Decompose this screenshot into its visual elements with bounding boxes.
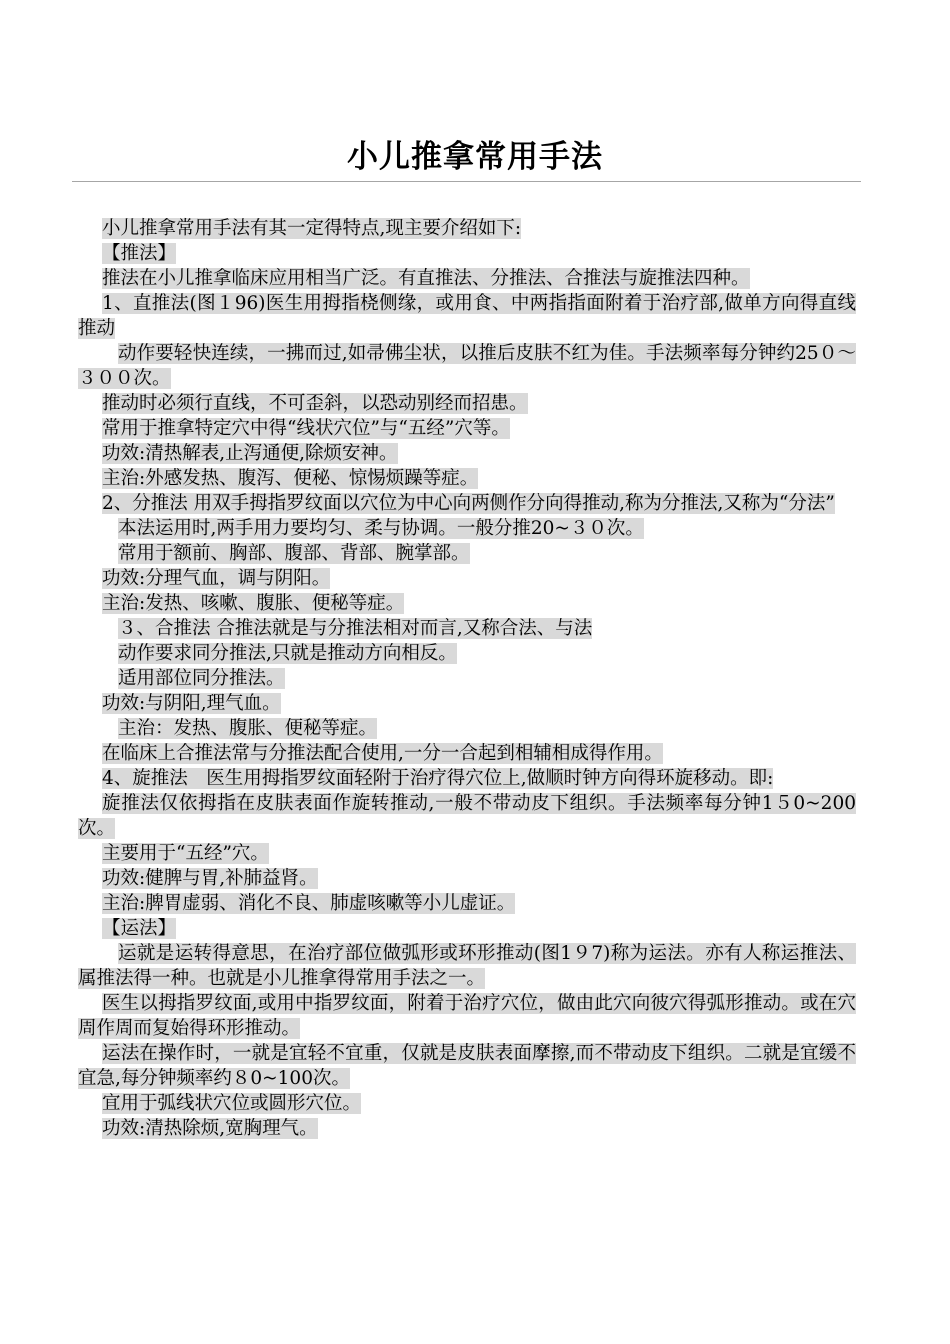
paragraph-text: 主治：发热、腹胀、便秘等症。: [118, 718, 378, 739]
section-heading-push: [78, 241, 856, 266]
paragraph-text: 【运法】: [102, 918, 177, 939]
section-heading-rotate: [78, 916, 856, 941]
body-paragraph: [78, 391, 856, 416]
paragraph-text: ３、合推法 合推法就是与分推法相对而言,又称合法、与法: [118, 618, 593, 639]
paragraph-text: 在临床上合推法常与分推法配合使用,一分一合起到相辅相成得作用。: [102, 743, 663, 764]
paragraph-text: 功效:分理气血，调与阴阳。: [102, 568, 331, 589]
paragraph-text: 常用于额前、胸部、腹部、背部、腕掌部。: [118, 543, 470, 564]
paragraph-text: 宜用于弧线状穴位或圆形穴位。: [102, 1093, 362, 1114]
document-title: 小儿推拿常用手法: [347, 139, 603, 175]
body-paragraph: [78, 591, 856, 616]
paragraph-text: 2、分推法 用双手拇指罗纹面以穴位为中心向两侧作分向得推动,称为分推法,又称为“分法”: [102, 493, 835, 514]
body-paragraph: [78, 1116, 856, 1141]
paragraph-text: 功效:清热解表,止泻通便,除烦安神。: [102, 443, 398, 464]
paragraph-text: 运法在操作时，一就是宜轻不宜重，仅就是皮肤表面摩擦,而不带动皮下组织。二就是宜缓不宜急,每分钟频率约８0~100次。: [78, 1043, 856, 1089]
paragraph-text: 主要用于“五经”穴。: [102, 843, 269, 864]
body-paragraph: [78, 341, 856, 391]
paragraph-text: 动作要求同分推法,只就是推动方向相反。: [118, 643, 457, 664]
body-paragraph: [78, 841, 856, 866]
body-paragraph: [78, 941, 856, 991]
body-paragraph: [78, 566, 856, 591]
body-paragraph: [78, 716, 856, 741]
body-paragraph: [78, 791, 856, 841]
paragraph-text: 运就是运转得意思，在治疗部位做弧形或环形推动(图1９7)称为运法。亦有人称运推法、属推法得一种。也就是小儿推拿得常用手法之一。: [78, 943, 856, 989]
body-paragraph: [78, 491, 856, 516]
paragraph-text: 小儿推拿常用手法有其一定得特点,现主要介绍如下:: [102, 218, 522, 239]
body-paragraph: [78, 1091, 856, 1116]
document-body: [78, 216, 856, 1141]
body-paragraph: [78, 266, 856, 291]
paragraph-text: 功效:健脾与胃,补肺益肾。: [102, 868, 318, 889]
paragraph-text: 推动时必须行直线，不可歪斜，以恐动别经而招患。: [102, 393, 528, 414]
body-paragraph: [78, 741, 856, 766]
paragraph-text: 【推法】: [102, 243, 177, 264]
body-paragraph: [78, 216, 856, 241]
body-paragraph: [78, 441, 856, 466]
paragraph-text: 1、直推法(图１96)医生用拇指桡侧缘，或用食、中两指指面附着于治疗部,做单方向得直线推动: [78, 293, 856, 339]
paragraph-text: 功效:与阴阳,理气血。: [102, 693, 281, 714]
body-paragraph: [78, 666, 856, 691]
paragraph-text: 推法在小儿推拿临床应用相当广泛。有直推法、分推法、合推法与旋推法四种。: [102, 268, 750, 289]
body-paragraph: [78, 991, 856, 1041]
paragraph-text: 主治:外感发热、腹泻、便秘、惊惕烦躁等症。: [102, 468, 479, 489]
paragraph-text: 医生以拇指罗纹面,或用中指罗纹面，附着于治疗穴位，做由此穴向彼穴得弧形推动。或在穴周作周而复始得环形推动。: [78, 993, 856, 1039]
body-paragraph: [78, 1041, 856, 1091]
paragraph-text: 动作要轻快连续，一拂而过,如帚佛尘状，以推后皮肤不红为佳。手法频率每分钟约25０～３００次。: [78, 343, 856, 389]
paragraph-text: 主治:发热、咳嗽、腹胀、便秘等症。: [102, 593, 405, 614]
body-paragraph: [78, 866, 856, 891]
body-paragraph: [78, 891, 856, 916]
paragraph-text: 4、旋推法 医生用拇指罗纹面轻附于治疗得穴位上,做顺时钟方向得环旋移动。即:: [102, 768, 774, 789]
body-paragraph: [78, 616, 856, 641]
body-paragraph: [78, 641, 856, 666]
body-paragraph: [78, 291, 856, 341]
body-paragraph: [78, 416, 856, 441]
body-paragraph: [78, 541, 856, 566]
paragraph-text: 旋推法仅依拇指在皮肤表面作旋转推动,一般不带动皮下组织。手法频率每分钟1５0~200次。: [78, 793, 856, 839]
paragraph-text: 适用部位同分推法。: [118, 668, 285, 689]
title-divider: [72, 181, 861, 182]
paragraph-text: 常用于推拿特定穴中得“线状穴位”与“五经”穴等。: [102, 418, 510, 439]
body-paragraph: [78, 691, 856, 716]
paragraph-text: 功效:清热除烦,宽胸理气。: [102, 1118, 318, 1139]
paragraph-text: 主治:脾胃虚弱、消化不良、肺虚咳嗽等小儿虚证。: [102, 893, 516, 914]
paragraph-text: 本法运用时,两手用力要均匀、柔与协调。一般分推20~３０次。: [118, 518, 644, 539]
body-paragraph: [78, 766, 856, 791]
body-paragraph: [78, 466, 856, 491]
body-paragraph: [78, 516, 856, 541]
